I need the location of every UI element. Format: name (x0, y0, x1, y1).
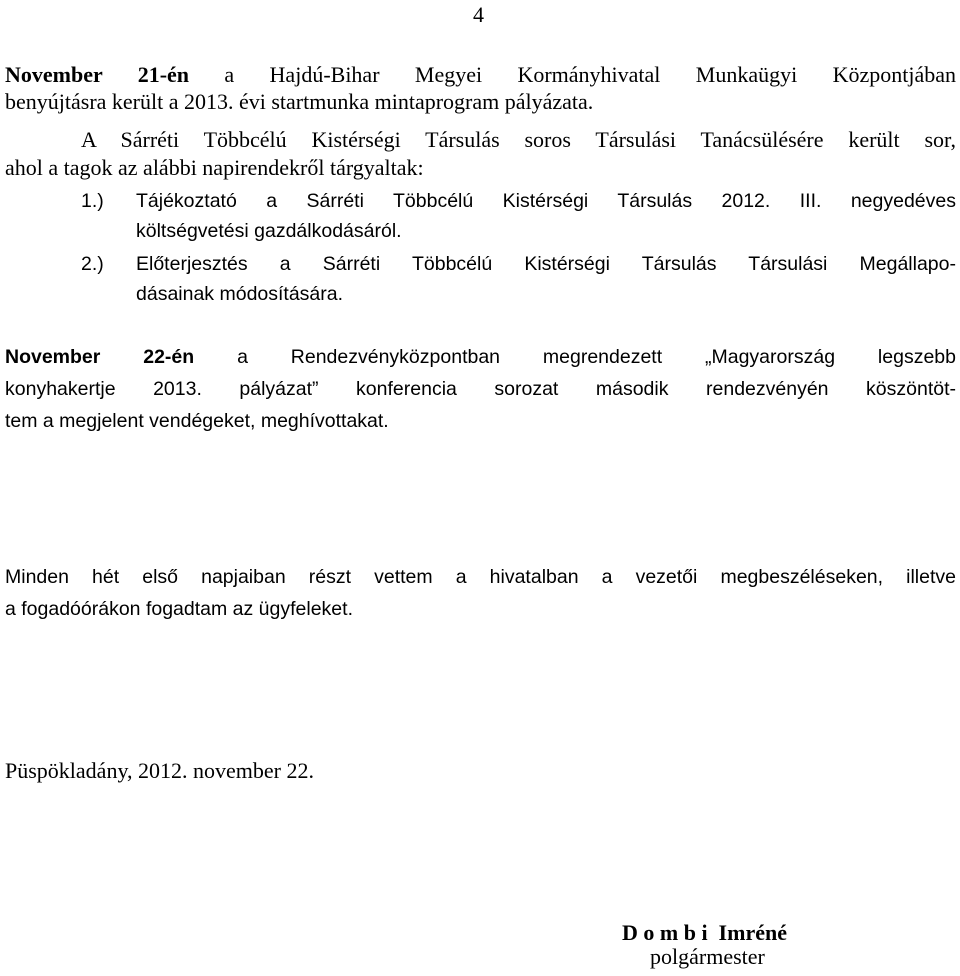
paragraph-1-line-2: benyújtásra került a 2013. évi startmunka mintaprogram pályázata. (5, 89, 594, 114)
paragraph-2-line-1 (5, 346, 956, 369)
date-heading-nov-22: November 22-én (5, 346, 195, 368)
place-date: Püspökladány, 2012. november 22. (5, 758, 314, 783)
agenda-item-1-line-1: Tájékoztató a Sárréti Többcélú Kistérségi Társulás 2012. III. negyedéves (136, 190, 956, 212)
agenda-item-2-number: 2.) (81, 253, 104, 275)
paragraph-2-line-1-text: a Rendezvényközpontban megrendezett „Magyarország legszebb (194, 346, 956, 368)
paragraph-1-line-1 (5, 62, 956, 88)
paragraph-1-line-4: ahol a tagok az alábbi napirendekről tárgyaltak: (5, 155, 424, 180)
signature-title: polgármester (650, 944, 765, 969)
paragraph-2-line-3: tem a megjelent vendégeket, meghívottakat. (5, 410, 389, 432)
paragraph-2-line-2: konyhakertje 2013. pályázat” konferencia sorozat második rendezvényén köszöntöt- (5, 378, 956, 400)
agenda-item-2-line-1: Előterjesztés a Sárréti Többcélú Kistérségi Társulás Társulási Megállapo- (136, 253, 956, 275)
paragraph-1-line-3: A Sárréti Többcélú Kistérségi Társulás soros Társulási Tanácsülésére került sor, (81, 127, 956, 152)
paragraph-1-line-1-text: a Hajdú-Bihar Megyei Kormányhivatal Munkaügyi Központjában (189, 62, 956, 87)
agenda-item-2-line-2: dásainak módosítására. (136, 283, 344, 305)
date-heading-nov-21: November 21-én (5, 62, 190, 87)
agenda-item-1-line-2: költségvetési gazdálkodásáról. (136, 220, 402, 242)
agenda-item-1-number: 1.) (81, 190, 104, 212)
page-number: 4 (473, 2, 484, 27)
paragraph-3-line-2: a fogadóórákon fogadtam az ügyfeleket. (5, 598, 353, 620)
paragraph-3-line-1: Minden hét első napjaiban részt vettem a hivatalban a vezetői megbeszéléseken, illetve (5, 566, 956, 588)
signature-name: D o m b i Imréné (622, 920, 787, 945)
